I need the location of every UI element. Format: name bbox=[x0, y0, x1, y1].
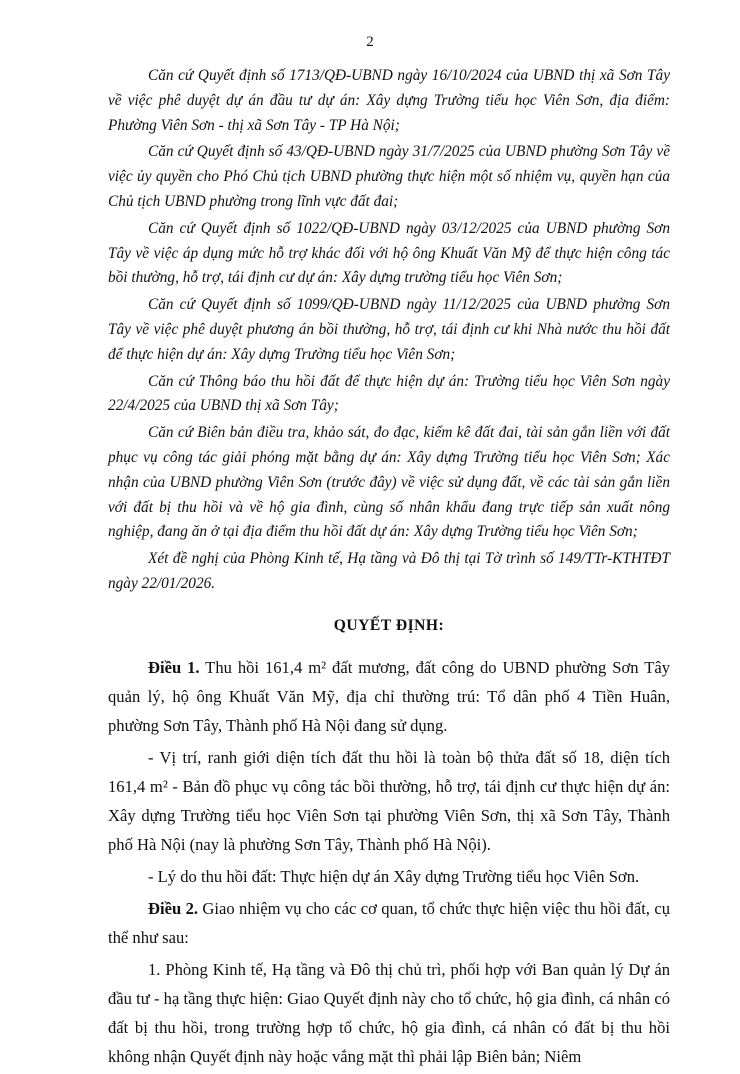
decision-title: QUYẾT ĐỊNH: bbox=[333, 616, 445, 634]
article-2-label: Điều 2. bbox=[148, 898, 199, 918]
document-body bbox=[108, 64, 670, 1074]
preamble-paragraph-3: Căn cứ Quyết định số 1022/QĐ-UBND ngày 03/12/2025 của UBND phường Sơn Tây về việc áp dụng mức hỗ trợ khác đối với hộ ông Khuất Văn Mỹ để thực hiện công tác bồi thường, hỗ trợ, tái định cư dự án: Xây dựng trường tiểu học Viên Sơn; bbox=[108, 219, 670, 287]
preamble-paragraph-6: Căn cứ Biên bản điều tra, khảo sát, đo đạc, kiểm kê đất đai, tài sản gắn liền với đất phục vụ công tác giải phóng mặt bằng dự án: Xây dựng Trường tiểu học Viên Sơn; Xác nhận của UBND phường Viên Sơn (trước đây) về việc sử dụng đất, về các tài sản gắn liền với đất bị thu hồi và về hộ gia đình, cùng số nhân khẩu đang trực tiếp sản xuất nông nghiệp, đang ăn ở tại địa điểm thu hồi đất dự án: Xây dựng Trường tiểu học Viên Sơn; bbox=[108, 424, 670, 541]
article-2 bbox=[108, 894, 670, 952]
page-number: 2 bbox=[366, 34, 374, 50]
article-1-location: - Vị trí, ranh giới diện tích đất thu hồi là toàn bộ thửa đất số 18, diện tích 161,4 m² - Bản đồ phục vụ công tác bồi thường, hỗ trợ, tái định cư thực hiện dự án: Xây dựng Trường tiểu học Viên Sơn tại phường Viên Sơn, thị xã Sơn Tây, Thành phố Hà Nội (nay là phường Sơn Tây, Thành phố Hà Nội). bbox=[108, 747, 670, 854]
preamble-paragraph-5: Căn cứ Thông báo thu hồi đất để thực hiện dự án: Trường tiểu học Viên Sơn ngày 22/4/2025 của UBND thị xã Sơn Tây; bbox=[108, 372, 670, 415]
article-2-item-1: 1. Phòng Kinh tế, Hạ tầng và Đô thị chủ trì, phối hợp với Ban quản lý Dự án đầu tư - hạ tầng thực hiện: Giao Quyết định này cho tổ chức, hộ gia đình, cá nhân có đất bị thu hồi, trong trường hợp tổ chức, hộ gia đình, cá nhân có đất bị thu hồi không nhận Quyết định này hoặc vắng mặt thì phải lập Biên bản; Niêm bbox=[108, 959, 670, 1066]
preamble-paragraph-4: Căn cứ Quyết định số 1099/QĐ-UBND ngày 11/12/2025 của UBND phường Sơn Tây về việc phê duyệt phương án bồi thường, hỗ trợ, tái định cư khi Nhà nước thu hồi đất để thực hiện dự án: Xây dựng Trường tiểu học Viên Sơn; bbox=[108, 296, 670, 363]
preamble-paragraph-1: Căn cứ Quyết định số 1713/QĐ-UBND ngày 16/10/2024 của UBND thị xã Sơn Tây về việc phê duyệt dự án đầu tư dự án: Xây dựng Trường tiểu học Viên Sơn, địa điểm: Phường Viên Sơn - thị xã Sơn Tây - TP Hà Nội; bbox=[108, 67, 670, 134]
preamble-paragraph-2: Căn cứ Quyết định số 43/QĐ-UBND ngày 31/7/2025 của UBND phường Sơn Tây về việc ủy quyền cho Phó Chủ tịch UBND phường thực hiện một số nhiệm vụ, quyền hạn của Chủ tịch UBND phường trong lĩnh vực đất đai; bbox=[108, 143, 670, 210]
article-1 bbox=[108, 653, 670, 740]
article-1-label: Điều 1. bbox=[148, 657, 200, 677]
article-2-text: Giao nhiệm vụ cho các cơ quan, tổ chức thực hiện việc thu hồi đất, cụ thể như sau: bbox=[108, 898, 671, 947]
preamble-paragraph-7: Xét đề nghị của Phòng Kinh tế, Hạ tầng và Đô thị tại Tờ trình số 149/TTr-KTHTĐT ngày 22/01/2026. bbox=[108, 550, 670, 592]
article-1-reason: - Lý do thu hồi đất: Thực hiện dự án Xây dựng Trường tiểu học Viên Sơn. bbox=[148, 866, 640, 886]
article-1-text: Thu hồi 161,4 m² đất mương, đất công do UBND phường Sơn Tây quản lý, hộ ông Khuất Văn Mỹ, địa chỉ thường trú: Tổ dân phố 4 Tiền Huân, phường Sơn Tây, Thành phố Hà Nội đang sử dụng. bbox=[108, 657, 670, 735]
